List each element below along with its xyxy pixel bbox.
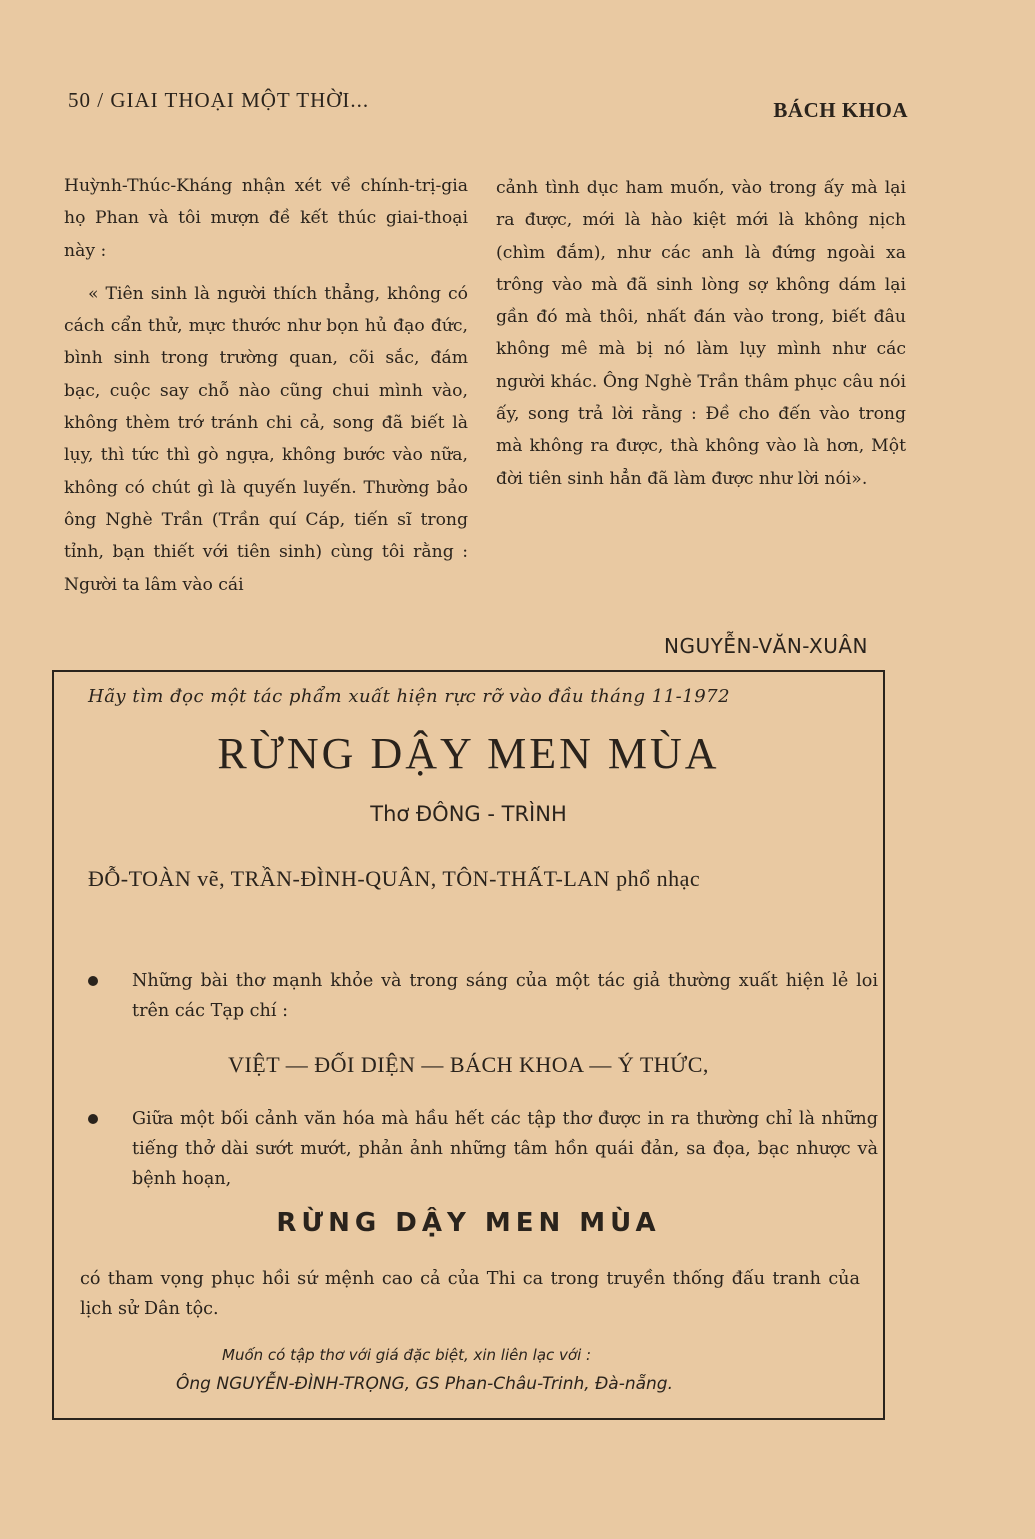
- ad-magazines: VIỆT — ĐỐI DIỆN — BÁCH KHOA — Ý THỨC,: [228, 1052, 709, 1077]
- ad-bullet-1: [88, 966, 878, 1026]
- ad-contact-intro: Muốn có tập thơ với giá đặc biệt, xin liên lạc với :: [222, 1346, 592, 1364]
- ad-bullet-text: Giữa một bối cảnh văn hóa mà hầu hết các tập thơ được in ra thường chỉ là những tiếng thở dài sướt mướt, phản ảnh những tâm hồn quái đản, sa đọa, bạc nhược và bệnh hoạn,: [132, 1109, 878, 1189]
- ad-bullet-2: [88, 1104, 878, 1194]
- ad-contact-address: Ông NGUYỄN-ĐÌNH-TRỌNG, GS Phan-Châu-Trinh, Đà-nẵng.: [176, 1374, 673, 1394]
- author-signature: NGUYỄN-VĂN-XUÂN: [664, 634, 868, 658]
- ad-book-title-repeat: RỪNG DẬY MEN MÙA: [276, 1208, 661, 1238]
- magazine-name: BÁCH KHOA: [773, 98, 908, 122]
- article-quote: « Tiên sinh là người thích thẳng, không có cách cẩn thử, mực thước như bọn hủ đạo đức, bình sinh trong trường quan, cõi sắc, đám bạc, cuộc say chỗ nào cũng chui mình vào, không thèm trớ tránh chi cả, song đã biết là lụy, thì tức thì gò ngựa, không bước vào nữa, không có chút gì là quyến luyến. Thường bảo ông Nghè Trần (Trần quí Cáp, tiến sĩ trong tỉnh, bạn thiết với tiên sinh) cùng tôi rằng : Người ta lâm vào cái: [64, 283, 468, 595]
- bullet-dot-icon: [88, 1114, 98, 1124]
- ad-author: Thơ ĐÔNG - TRÌNH: [370, 802, 567, 826]
- ad-mission: có tham vọng phục hồi sứ mệnh cao cả của Thi ca trong truyền thống đấu tranh của lịch sử Dân tộc.: [80, 1269, 860, 1319]
- ad-book-title: RỪNG DẬY MEN MÙA: [217, 729, 720, 778]
- article-column-left: [64, 170, 468, 601]
- bullet-dot-icon: [88, 976, 98, 986]
- article-paragraph: Huỳnh-Thúc-Kháng nhận xét về chính-trị-gia họ Phan và tôi mượn đề kết thúc giai-thoại này :: [64, 176, 468, 261]
- ad-bullet-text: Những bài thơ mạnh khỏe và trong sáng của một tác giả thường xuất hiện lẻ loi trên các Tạp chí :: [132, 971, 878, 1021]
- ad-intro: Hãy tìm đọc một tác phẩm xuất hiện rực rỡ vào đầu tháng 11-1972: [88, 686, 731, 707]
- article-column-right: [496, 172, 906, 495]
- ad-credits: ĐỖ-TOÀN vẽ, TRẦN-ĐÌNH-QUÂN, TÔN-THẤT-LAN phổ nhạc: [88, 866, 701, 891]
- article-paragraph: cảnh tình dục ham muốn, vào trong ấy mà lại ra được, mới là hào kiệt mới là không nịch (chìm đắm), như các anh là đứng ngoài xa trông vào mà đã sinh lòng sợ không dám lại gần đó mà thôi, nhất đán vào trong, biết đâu không mê mà bị nó làm lụy mình như các người khác. Ông Nghè Trần thâm phục câu nói ấy, song trả lời rằng : Đề cho đến vào trong mà không ra được, thà không vào là hơn, Một đời tiên sinh hẳn đã làm được như lời nói».: [496, 178, 906, 489]
- running-title: 50 / GIAI THOẠI MỘT THỜI...: [68, 88, 370, 112]
- page-header: [68, 88, 908, 128]
